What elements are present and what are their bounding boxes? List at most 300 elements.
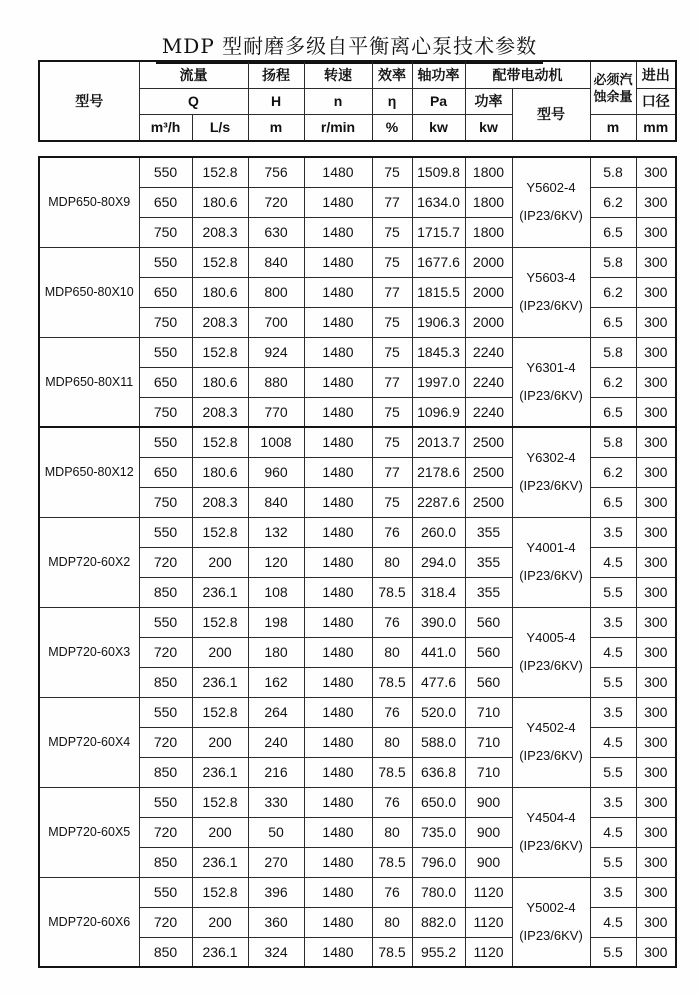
motor-model-spec: (IP23/6KV) [519,208,583,224]
value-cell-shaft_power_kw: 735.0 [412,817,465,847]
motor-model-name: Y4504-4 [526,810,576,825]
value-cell-efficiency_pct: 76 [372,607,412,637]
value-cell-speed_r_min: 1480 [304,667,372,697]
value-cell-speed_r_min: 1480 [304,517,372,547]
value-cell-speed_r_min: 1480 [304,907,372,937]
spec-table-body [39,157,676,967]
value-cell-speed_r_min: 1480 [304,217,372,247]
value-cell-efficiency_pct: 76 [372,787,412,817]
header-head-symbol: H [248,88,304,114]
motor-model-cell [512,157,590,247]
value-cell-efficiency_pct: 76 [372,517,412,547]
value-cell-port_mm: 300 [636,397,676,427]
motor-model-name: Y6301-4 [526,359,576,375]
value-cell-port_mm: 300 [636,697,676,727]
page-title [0,30,699,64]
value-cell-efficiency_pct: 75 [372,397,412,427]
value-cell-motor_power_kw: 2240 [465,337,512,367]
motor-model-spec: (IP23/6KV) [519,298,583,313]
value-cell-shaft_power_kw: 2178.6 [412,457,465,487]
motor-model-cell [512,787,590,877]
value-cell-shaft_power_kw: 796.0 [412,847,465,877]
value-cell-efficiency_pct: 75 [372,337,412,367]
motor-model-spec: (IP23/6KV) [519,387,583,403]
motor-model-spec: (IP23/6KV) [519,838,583,853]
value-cell-q_l_s: 200 [192,817,248,847]
value-cell-q_m3_h: 650 [139,457,192,487]
value-cell-port_mm: 300 [636,757,676,787]
value-cell-q_l_s: 152.8 [192,517,248,547]
value-cell-speed_r_min: 1480 [304,607,372,637]
header-npsh-line1: 必须汽 [593,71,633,87]
value-cell-port_mm: 300 [636,877,676,907]
value-cell-q_l_s: 152.8 [192,697,248,727]
motor-model-cell [512,877,590,967]
value-cell-speed_r_min: 1480 [304,547,372,577]
value-cell-motor_power_kw: 355 [465,517,512,547]
motor-model-cell [512,607,590,697]
value-cell-port_mm: 300 [636,577,676,607]
value-cell-shaft_power_kw: 588.0 [412,727,465,757]
header-port-line1: 进出 [636,61,676,88]
header-port-line2: 口径 [636,88,676,114]
value-cell-shaft_power_kw: 260.0 [412,517,465,547]
value-cell-head_m: 700 [248,307,304,337]
value-cell-port_mm: 300 [636,727,676,757]
value-cell-shaft_power_kw: 1815.5 [412,277,465,307]
value-cell-q_m3_h: 720 [139,727,192,757]
value-cell-motor_power_kw: 2500 [465,457,512,487]
value-cell-speed_r_min: 1480 [304,187,372,217]
value-cell-head_m: 396 [248,877,304,907]
value-cell-port_mm: 300 [636,277,676,307]
value-cell-npsh_m: 5.8 [590,157,636,187]
header-motor-power-unit: kw [465,114,512,141]
spec-row [39,787,676,817]
value-cell-motor_power_kw: 900 [465,847,512,877]
value-cell-motor_power_kw: 710 [465,727,512,757]
value-cell-port_mm: 300 [636,217,676,247]
spec-row [39,517,676,547]
header-head: 扬程 [248,61,304,88]
value-cell-speed_r_min: 1480 [304,397,372,427]
value-cell-head_m: 720 [248,187,304,217]
value-cell-speed_r_min: 1480 [304,277,372,307]
value-cell-port_mm: 300 [636,667,676,697]
header-head-unit: m [248,114,304,141]
value-cell-speed_r_min: 1480 [304,157,372,187]
value-cell-head_m: 960 [248,457,304,487]
value-cell-speed_r_min: 1480 [304,877,372,907]
pump-model-cell: MDP720-60X2 [39,517,139,607]
value-cell-q_m3_h: 550 [139,607,192,637]
value-cell-shaft_power_kw: 477.6 [412,667,465,697]
value-cell-shaft_power_kw: 650.0 [412,787,465,817]
value-cell-q_m3_h: 850 [139,847,192,877]
header-flow: 流量 [139,61,248,88]
spec-row [39,247,676,277]
header-shaft-power-unit: kw [412,114,465,141]
header-pump-model: 型号 [39,61,139,141]
value-cell-npsh_m: 6.2 [590,367,636,397]
value-cell-npsh_m: 6.2 [590,187,636,217]
value-cell-q_m3_h: 550 [139,337,192,367]
value-cell-motor_power_kw: 710 [465,757,512,787]
motor-model-spec: (IP23/6KV) [519,927,583,943]
spec-row [39,877,676,907]
value-cell-npsh_m: 3.5 [590,697,636,727]
value-cell-efficiency_pct: 80 [372,727,412,757]
value-cell-speed_r_min: 1480 [304,637,372,667]
value-cell-npsh_m: 6.5 [590,397,636,427]
value-cell-q_l_s: 236.1 [192,757,248,787]
value-cell-efficiency_pct: 76 [372,697,412,727]
value-cell-head_m: 330 [248,787,304,817]
pump-model-cell: MDP720-60X3 [39,607,139,697]
value-cell-shaft_power_kw: 318.4 [412,577,465,607]
value-cell-q_m3_h: 550 [139,517,192,547]
value-cell-motor_power_kw: 560 [465,607,512,637]
value-cell-npsh_m: 4.5 [590,637,636,667]
motor-model-spec: (IP23/6KV) [519,478,583,494]
value-cell-head_m: 840 [248,487,304,517]
value-cell-npsh_m: 6.2 [590,457,636,487]
value-cell-q_l_s: 208.3 [192,487,248,517]
value-cell-head_m: 264 [248,697,304,727]
value-cell-q_l_s: 208.3 [192,217,248,247]
header-efficiency-unit: % [372,114,412,141]
motor-model-spec: (IP23/6KV) [519,748,583,763]
value-cell-head_m: 240 [248,727,304,757]
value-cell-motor_power_kw: 2000 [465,277,512,307]
value-cell-efficiency_pct: 80 [372,907,412,937]
value-cell-head_m: 324 [248,937,304,967]
value-cell-shaft_power_kw: 2013.7 [412,427,465,457]
value-cell-q_l_s: 236.1 [192,667,248,697]
value-cell-speed_r_min: 1480 [304,367,372,397]
value-cell-q_m3_h: 550 [139,247,192,277]
value-cell-q_l_s: 236.1 [192,847,248,877]
value-cell-efficiency_pct: 75 [372,217,412,247]
value-cell-q_l_s: 236.1 [192,577,248,607]
value-cell-port_mm: 300 [636,427,676,457]
value-cell-efficiency_pct: 75 [372,427,412,457]
value-cell-motor_power_kw: 2240 [465,397,512,427]
value-cell-efficiency_pct: 80 [372,817,412,847]
value-cell-motor_power_kw: 1120 [465,877,512,907]
value-cell-q_m3_h: 850 [139,667,192,697]
motor-model-name: Y4005-4 [526,630,576,645]
value-cell-speed_r_min: 1480 [304,247,372,277]
motor-model-cell [512,427,590,517]
value-cell-port_mm: 300 [636,907,676,937]
value-cell-q_m3_h: 550 [139,427,192,457]
value-cell-shaft_power_kw: 1845.3 [412,337,465,367]
value-cell-port_mm: 300 [636,937,676,967]
header-flow-unit-ls: L/s [192,114,248,141]
header-speed: 转速 [304,61,372,88]
value-cell-q_l_s: 208.3 [192,307,248,337]
motor-model-cell [512,337,590,427]
value-cell-port_mm: 300 [636,847,676,877]
pump-model-cell: MDP720-60X5 [39,787,139,877]
value-cell-port_mm: 300 [636,247,676,277]
value-cell-q_l_s: 200 [192,907,248,937]
value-cell-head_m: 880 [248,367,304,397]
value-cell-speed_r_min: 1480 [304,847,372,877]
value-cell-port_mm: 300 [636,457,676,487]
pump-model-cell: MDP650-80X9 [39,157,139,247]
value-cell-npsh_m: 5.8 [590,427,636,457]
value-cell-shaft_power_kw: 882.0 [412,907,465,937]
motor-model-spec: (IP23/6KV) [519,658,583,673]
value-cell-efficiency_pct: 80 [372,547,412,577]
value-cell-speed_r_min: 1480 [304,337,372,367]
value-cell-port_mm: 300 [636,517,676,547]
value-cell-efficiency_pct: 78.5 [372,847,412,877]
value-cell-speed_r_min: 1480 [304,457,372,487]
value-cell-speed_r_min: 1480 [304,427,372,457]
value-cell-efficiency_pct: 78.5 [372,667,412,697]
value-cell-npsh_m: 3.5 [590,607,636,637]
value-cell-q_m3_h: 750 [139,307,192,337]
motor-model-cell [512,517,590,607]
value-cell-npsh_m: 4.5 [590,817,636,847]
value-cell-port_mm: 300 [636,307,676,337]
value-cell-npsh_m: 5.5 [590,667,636,697]
value-cell-head_m: 180 [248,637,304,667]
value-cell-efficiency_pct: 80 [372,637,412,667]
pump-model-cell: MDP650-80X12 [39,427,139,517]
value-cell-efficiency_pct: 77 [372,187,412,217]
value-cell-q_l_s: 152.8 [192,607,248,637]
value-cell-npsh_m: 3.5 [590,787,636,817]
motor-model-name: Y4001-4 [526,540,576,555]
value-cell-q_l_s: 152.8 [192,337,248,367]
motor-model-cell [512,697,590,787]
pump-model-cell: MDP650-80X10 [39,247,139,337]
value-cell-efficiency_pct: 77 [372,277,412,307]
value-cell-q_l_s: 152.8 [192,247,248,277]
header-shaft-power-symbol: Pa [412,88,465,114]
header-speed-symbol: n [304,88,372,114]
value-cell-npsh_m: 5.8 [590,247,636,277]
value-cell-npsh_m: 3.5 [590,877,636,907]
value-cell-head_m: 198 [248,607,304,637]
header-efficiency-symbol: η [372,88,412,114]
value-cell-q_m3_h: 750 [139,217,192,247]
value-cell-q_m3_h: 750 [139,397,192,427]
motor-model-spec: (IP23/6KV) [519,568,583,583]
value-cell-q_l_s: 200 [192,727,248,757]
value-cell-efficiency_pct: 78.5 [372,757,412,787]
motor-model-name: Y5603-4 [526,270,576,285]
value-cell-npsh_m: 3.5 [590,517,636,547]
value-cell-port_mm: 300 [636,817,676,847]
value-cell-motor_power_kw: 900 [465,787,512,817]
value-cell-port_mm: 300 [636,547,676,577]
value-cell-motor_power_kw: 2500 [465,487,512,517]
header-npsh-unit: m [590,114,636,141]
value-cell-npsh_m: 6.5 [590,217,636,247]
value-cell-efficiency_pct: 76 [372,877,412,907]
header-efficiency: 效率 [372,61,412,88]
value-cell-motor_power_kw: 710 [465,697,512,727]
value-cell-head_m: 840 [248,247,304,277]
pump-model-cell: MDP720-60X4 [39,697,139,787]
value-cell-q_m3_h: 650 [139,367,192,397]
spec-row [39,607,676,637]
value-cell-q_m3_h: 720 [139,907,192,937]
value-cell-head_m: 216 [248,757,304,787]
header-flow-symbol: Q [139,88,248,114]
value-cell-motor_power_kw: 1120 [465,907,512,937]
value-cell-npsh_m: 4.5 [590,727,636,757]
value-cell-npsh_m: 5.8 [590,337,636,367]
value-cell-motor_power_kw: 1800 [465,187,512,217]
value-cell-efficiency_pct: 75 [372,307,412,337]
value-cell-shaft_power_kw: 1509.8 [412,157,465,187]
value-cell-npsh_m: 4.5 [590,907,636,937]
value-cell-head_m: 132 [248,517,304,547]
motor-model-name: Y5002-4 [526,899,576,915]
value-cell-q_m3_h: 550 [139,697,192,727]
value-cell-shaft_power_kw: 1906.3 [412,307,465,337]
value-cell-efficiency_pct: 75 [372,487,412,517]
value-cell-q_l_s: 180.6 [192,277,248,307]
value-cell-shaft_power_kw: 1677.6 [412,247,465,277]
value-cell-shaft_power_kw: 636.8 [412,757,465,787]
value-cell-motor_power_kw: 2000 [465,307,512,337]
value-cell-speed_r_min: 1480 [304,937,372,967]
value-cell-head_m: 924 [248,337,304,367]
value-cell-head_m: 770 [248,397,304,427]
value-cell-q_l_s: 152.8 [192,877,248,907]
value-cell-motor_power_kw: 560 [465,667,512,697]
motor-model-cell [512,247,590,337]
value-cell-motor_power_kw: 2240 [465,367,512,397]
value-cell-shaft_power_kw: 294.0 [412,547,465,577]
value-cell-npsh_m: 5.5 [590,937,636,967]
header-motor-power: 功率 [465,88,512,114]
value-cell-q_m3_h: 850 [139,577,192,607]
value-cell-q_l_s: 152.8 [192,427,248,457]
value-cell-npsh_m: 5.5 [590,847,636,877]
header-npsh [590,61,636,114]
pump-model-cell: MDP650-80X11 [39,337,139,427]
value-cell-port_mm: 300 [636,637,676,667]
value-cell-q_m3_h: 750 [139,487,192,517]
value-cell-speed_r_min: 1480 [304,577,372,607]
value-cell-speed_r_min: 1480 [304,487,372,517]
value-cell-efficiency_pct: 75 [372,247,412,277]
value-cell-motor_power_kw: 355 [465,577,512,607]
value-cell-q_l_s: 180.6 [192,367,248,397]
value-cell-speed_r_min: 1480 [304,787,372,817]
value-cell-npsh_m: 5.5 [590,577,636,607]
value-cell-shaft_power_kw: 520.0 [412,697,465,727]
value-cell-q_l_s: 180.6 [192,187,248,217]
value-cell-speed_r_min: 1480 [304,307,372,337]
value-cell-motor_power_kw: 1800 [465,157,512,187]
value-cell-motor_power_kw: 355 [465,547,512,577]
value-cell-shaft_power_kw: 780.0 [412,877,465,907]
value-cell-efficiency_pct: 77 [372,457,412,487]
value-cell-q_m3_h: 720 [139,817,192,847]
value-cell-head_m: 360 [248,907,304,937]
header-flow-unit-m3h: m³/h [139,114,192,141]
value-cell-npsh_m: 6.5 [590,487,636,517]
spec-table-body-table [38,156,677,968]
value-cell-head_m: 162 [248,667,304,697]
value-cell-q_l_s: 208.3 [192,397,248,427]
spec-row [39,697,676,727]
value-cell-speed_r_min: 1480 [304,757,372,787]
value-cell-shaft_power_kw: 1997.0 [412,367,465,397]
spec-table-header [38,60,677,142]
value-cell-port_mm: 300 [636,367,676,397]
value-cell-speed_r_min: 1480 [304,727,372,757]
value-cell-efficiency_pct: 78.5 [372,577,412,607]
header-port-unit: mm [636,114,676,141]
header-npsh-line2: 蚀余量 [593,88,633,104]
value-cell-q_l_s: 236.1 [192,937,248,967]
value-cell-head_m: 270 [248,847,304,877]
value-cell-shaft_power_kw: 390.0 [412,607,465,637]
value-cell-shaft_power_kw: 2287.6 [412,487,465,517]
value-cell-q_m3_h: 850 [139,937,192,967]
value-cell-q_m3_h: 720 [139,637,192,667]
value-cell-npsh_m: 6.5 [590,307,636,337]
header-motor-model: 型号 [512,88,590,141]
value-cell-head_m: 108 [248,577,304,607]
value-cell-q_m3_h: 550 [139,877,192,907]
value-cell-npsh_m: 4.5 [590,547,636,577]
motor-model-name: Y4502-4 [526,720,576,735]
value-cell-head_m: 630 [248,217,304,247]
value-cell-shaft_power_kw: 441.0 [412,637,465,667]
value-cell-motor_power_kw: 560 [465,637,512,667]
value-cell-q_m3_h: 720 [139,547,192,577]
value-cell-head_m: 50 [248,817,304,847]
value-cell-shaft_power_kw: 955.2 [412,937,465,967]
value-cell-shaft_power_kw: 1096.9 [412,397,465,427]
value-cell-q_m3_h: 550 [139,157,192,187]
value-cell-port_mm: 300 [636,337,676,367]
header-speed-unit: r/min [304,114,372,141]
value-cell-q_l_s: 200 [192,547,248,577]
value-cell-q_m3_h: 550 [139,787,192,817]
value-cell-head_m: 1008 [248,427,304,457]
value-cell-motor_power_kw: 1120 [465,937,512,967]
header-shaft-power: 轴功率 [412,61,465,88]
value-cell-q_m3_h: 650 [139,277,192,307]
value-cell-head_m: 800 [248,277,304,307]
header-motor: 配带电动机 [465,61,590,88]
value-cell-port_mm: 300 [636,187,676,217]
spec-row [39,427,676,457]
value-cell-q_m3_h: 650 [139,187,192,217]
value-cell-q_l_s: 180.6 [192,457,248,487]
value-cell-port_mm: 300 [636,487,676,517]
value-cell-port_mm: 300 [636,157,676,187]
value-cell-motor_power_kw: 2000 [465,247,512,277]
value-cell-efficiency_pct: 77 [372,367,412,397]
value-cell-motor_power_kw: 1800 [465,217,512,247]
value-cell-speed_r_min: 1480 [304,817,372,847]
page-title-text: MDP 型耐磨多级自平衡离心泵技术参数 [156,30,543,64]
spec-row [39,157,676,187]
